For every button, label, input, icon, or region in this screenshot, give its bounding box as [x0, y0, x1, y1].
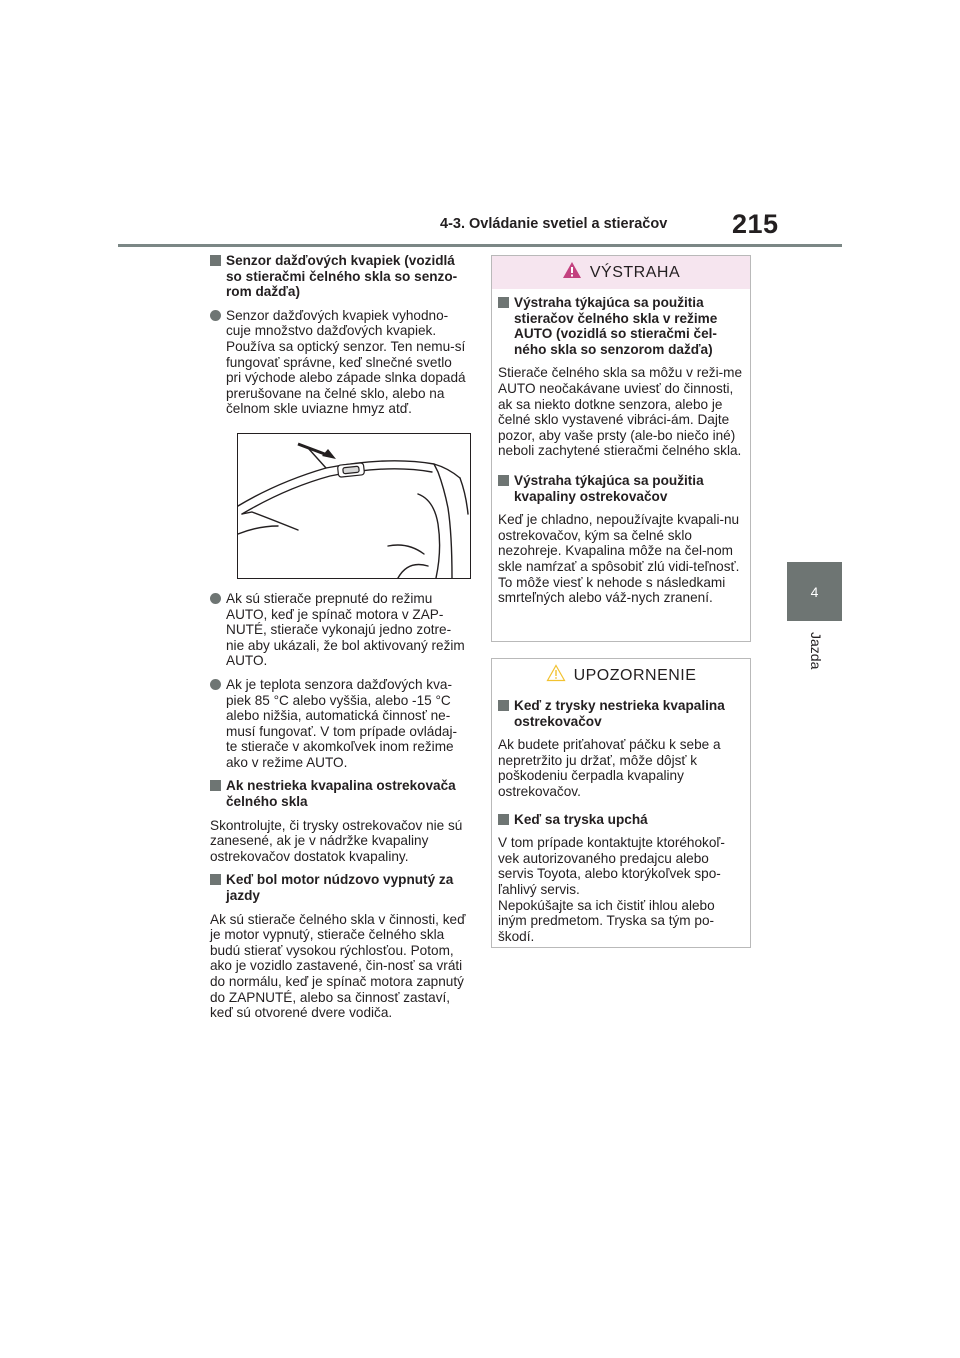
body-paragraph: Ak sú stierače čelného skla v činnosti, keď je motor vypnutý, stierače čelného skla budú stierať vysokou rýchlosťou. Potom, ako je vozidlo zastavené, čin-nosť sa vráti do normálu, keď je spínač motora zapnutý do ZAPNUTÉ, alebo sa činnosť zastaví, keď sú otvorené dvere vodiča.	[210, 911, 466, 1021]
caution-box-header	[492, 659, 750, 692]
square-bullet-icon	[498, 475, 509, 486]
section-heading	[210, 872, 468, 903]
heading-text: Výstraha týkajúca sa použitia kvapaliny ostrekovačov	[514, 472, 704, 504]
round-bullet-icon	[210, 310, 221, 321]
section-heading	[210, 778, 468, 809]
chapter-number: 4	[810, 583, 819, 600]
header-rule	[118, 244, 842, 247]
square-bullet-icon	[210, 780, 221, 791]
chapter-label: Jazda	[808, 632, 824, 670]
warning-heading	[498, 473, 744, 504]
bullet-text: Ak sú stierače prepnuté do režimu AUTO, keď je spínač motora v ZAP-NUTÉ, stierače vykonajú jedno zotre-nie aby ukázali, že bol aktivovaný režim AUTO.	[226, 590, 465, 669]
bullet-item	[210, 308, 468, 417]
heading-text: Keď bol motor núdzovo vypnutý za jazdy	[226, 872, 454, 904]
caution-paragraph: V tom prípade kontaktujte ktoréhokoľ-vek autorizovaného predajcu alebo servis Toyota, alebo ktorýkoľvek spo-ľahlivý servis.	[498, 835, 725, 897]
section-title: 4-3. Ovládanie svetiel a stieračov	[440, 216, 668, 232]
bullet-text: Ak je teplota senzora dažďových kva-piek 85 °C alebo vyššia, alebo -15 °C alebo nižšia, automatická činnosť ne-musí fungovať. V tom prípade ovládaj-te stierače v akomkoľvek inom režime ako v režime AUTO.	[226, 676, 458, 770]
warning-paragraph: Keď je chladno, nepoužívajte kvapali-nu ostrekovačov, kým sa čelné sklo nezohreje. Kvapalina môže na čel-nom skle namŕzať a spôsobiť zlú vidi-teľnosť. To môže viesť k nehode s následkami smrteľných alebo váž-nych zranení.	[498, 512, 740, 606]
round-bullet-icon	[210, 593, 221, 604]
page-number: 215	[732, 209, 779, 239]
warning-title: VÝSTRAHA	[589, 263, 681, 281]
section-heading	[210, 253, 468, 300]
heading-text: Ak nestrieka kvapalina ostrekovača čelného skla	[226, 778, 456, 810]
caution-title: UPOZORNENIE	[573, 666, 697, 684]
warning-heading	[498, 295, 744, 357]
caution-paragraph: Ak budete priťahovať páčku k sebe a nepretržito ju držať, môže dôjsť k poškodeniu čerpadla kvapaliny ostrekovačov.	[498, 737, 721, 799]
caution-paragraph: Nepokúšajte sa ich čistiť ihlou alebo iným predmetom. Tryska sa tým po-škodí.	[498, 897, 715, 944]
illustration-drawing	[238, 434, 470, 578]
chapter-tab[interactable]	[787, 562, 842, 621]
caution-heading	[498, 698, 744, 729]
bullet-text: Senzor dažďových kvapiek vyhodno-cuje množstvo dažďových kvapiek. Používa sa optický senzor. Ten nemu-sí fungovať správne, keď slnečné svetlo pri východe alebo západe slnka dopadá prerušovane na čelné sklo, alebo na čelnom skle uviazne hmyz atď.	[226, 307, 466, 417]
bullet-item	[210, 591, 468, 669]
caution-box	[491, 658, 751, 948]
warning-box-header	[492, 256, 750, 289]
windshield-sensor-illustration	[237, 433, 471, 579]
bullet-item	[210, 677, 468, 771]
heading-text: Senzor dažďových kvapiek (vozidlá so stieračmi čelného skla so senzo-rom dažďa)	[226, 253, 458, 300]
square-bullet-icon	[210, 255, 221, 266]
square-bullet-icon	[498, 814, 509, 825]
warning-paragraph: Stierače čelného skla sa môžu v reži-me AUTO neočakávane uviesť do činnosti, ak sa niekto dotkne senzora, alebo je čelné sklo vystavené vibráci-ám. Dajte pozor, aby vaše prsty (ale-bo niečo iné) neboli zachytené stieračmi čelného skla.	[498, 365, 743, 459]
warning-triangle-icon	[562, 261, 582, 284]
heading-text: Keď z trysky nestrieka kvapalina ostrekovačov	[514, 698, 725, 729]
round-bullet-icon	[210, 679, 221, 690]
square-bullet-icon	[210, 874, 221, 885]
heading-text: Výstraha týkajúca sa použitia stieračov čelného skla v režime AUTO (vozidlá so stieračmi čel-ného skla so senzorom dažďa)	[514, 295, 718, 357]
body-paragraph: Skontrolujte, či trysky ostrekovačov nie sú zanesené, ak je v nádržke kvapaliny ostrekovačov dostatok kvapaliny.	[210, 817, 463, 864]
square-bullet-icon	[498, 700, 509, 711]
heading-text: Keď sa tryska upchá	[514, 811, 648, 827]
caution-heading	[498, 812, 744, 828]
warning-box	[491, 255, 751, 642]
left-column	[210, 253, 468, 1029]
caution-triangle-icon	[546, 664, 566, 687]
square-bullet-icon	[498, 297, 509, 308]
